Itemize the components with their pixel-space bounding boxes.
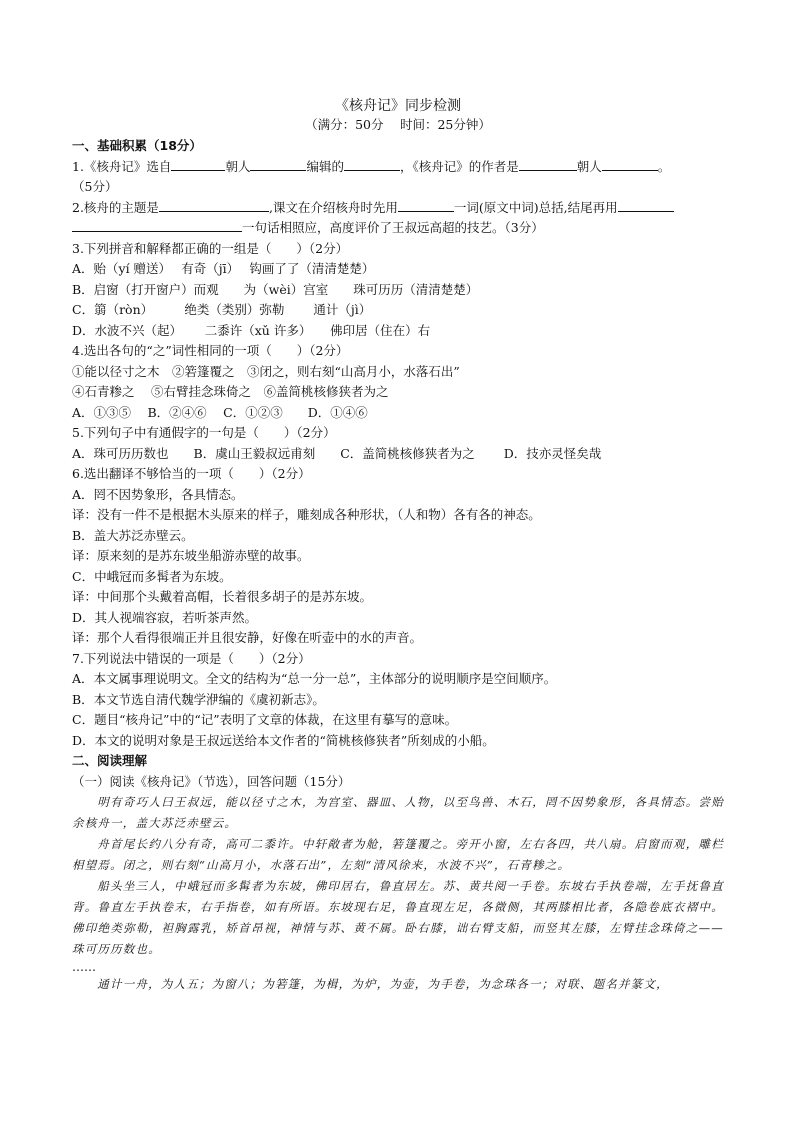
question-stem: 7.下列说法中错误的一项是（ ）（2分） xyxy=(72,650,311,666)
reading-part-1-heading: （一）阅读《核舟记》（节选），回答问题（15分） xyxy=(72,773,351,789)
answer-blank[interactable] xyxy=(171,158,225,171)
option-c: C．题目“核舟记”中的“记”表明了文章的体裁，在这里有摹写的意味。 xyxy=(72,712,458,727)
passage-paragraph: 通计一舟，为人五；为窗八；为箬篷，为楫，为炉，为壶，为手卷，为念珠各一；对联、题名并篆文， xyxy=(97,977,669,991)
option-a: A．贻（yí 赠送） 有奇（jī） 钩画了了（清清楚楚） xyxy=(72,261,375,276)
question-5 xyxy=(72,423,724,464)
answer-blank[interactable] xyxy=(519,158,577,171)
question-4 xyxy=(72,341,724,423)
question-stem: 4.选出各句的“之”词性相同的一项（ ）（2分） xyxy=(72,343,349,358)
option-a: A．本文属事理说明文。全文的结构为“总一分一总”，主体部分的说明顺序是空间顺序。 xyxy=(72,671,557,686)
answer-blank[interactable] xyxy=(72,219,242,232)
question-6 xyxy=(72,464,724,649)
translation-c: 译：中间那个头戴着高帽，长着很多胡子的是苏东坡。 xyxy=(72,589,373,604)
option-a: A．罔不因势象形，各具情态。 xyxy=(72,486,244,502)
answer-blank[interactable] xyxy=(159,199,269,212)
score-time-info: （满分：50分 时间：25分钟） xyxy=(305,117,491,132)
ellipsis: …… xyxy=(72,960,96,974)
option-row: A．珠可历历数也 B．虞山王毅叔远甫刻 C．盖简桃核修狭者为之 D．技亦灵怪矣哉 xyxy=(72,445,602,461)
passage-paragraph: 船头坐三人，中峨冠而多髯者为东坡，佛印居右，鲁直居左。苏、黄共阅一手卷。东坡右手执卷端，左手抚鲁直背。鲁直左手执卷末，右手指卷，如有所语。东坡现右足，鲁直现左足，各微侧，其两膝相比者，各隐卷底衣褶中。佛印绝类弥勒，袒胸露乳，矫首昂视，神情与苏、黄不属。卧右膝，诎右臂支船，而竖其左膝，左臂挂念珠倚之——珠可历历数也。 xyxy=(72,879,724,956)
question-stem: 6.选出翻译不够恰当的一项（ ）（2分） xyxy=(72,466,311,481)
section-heading-basics: 一、基础积累（18分） xyxy=(72,138,202,153)
passage-paragraph: 舟首尾长约八分有奇，高可二黍许。中轩敞者为舱，箬篷覆之。旁开小窗，左右各四，共八扇。启窗而观，雕栏相望焉。闭之，则右刻“山高月小，水落石出”，左刻“清风徐来，水波不兴”，石青糁之。 xyxy=(72,837,724,872)
translation-b: 译：原来刻的是苏东坡坐船游赤壁的故事。 xyxy=(72,548,310,563)
answer-blank[interactable] xyxy=(398,199,454,212)
document-page xyxy=(72,96,724,995)
option-b: B．启窗（打开窗户）而观 为（wèi）宫室 珠可历历（清清楚楚） xyxy=(72,281,479,297)
reading-passage xyxy=(72,792,724,995)
answer-blank[interactable] xyxy=(602,158,658,171)
answer-blank[interactable] xyxy=(618,199,674,212)
option-c: C．篛（ròn） 绝类（类别）弥勒 通计（jì） xyxy=(72,302,372,317)
option-d: D．其人视端容寂，若听茶声然。 xyxy=(72,609,258,625)
translation-d: 译：那个人看得很端正并且很安静，好像在听壶中的水的声音。 xyxy=(72,630,423,645)
question-1: 1.《核舟记》选自 朝人 编辑的 ，《核舟记》的作者是 朝人 。 xyxy=(72,158,671,174)
question-1-score: （5分） xyxy=(72,179,118,194)
answer-blank[interactable] xyxy=(250,158,306,171)
sentence-list: ①能以径寸之木 ②箬篷覆之 ③闭之，则右刻“山高月小，水落石出” xyxy=(72,363,460,379)
option-b: B．盖大苏泛赤壁云。 xyxy=(72,527,194,543)
document-title: 《核舟记》同步检测 xyxy=(335,98,461,114)
question-stem: 5.下列句子中有通假字的一句是（ ）（2分） xyxy=(72,425,336,440)
question-7 xyxy=(72,649,724,752)
question-2-cont: 一句话相照应，高度评价了王叔远高超的技艺。（3分） xyxy=(72,218,724,239)
option-b: B．本文节选自清代魏学洢编的《虞初新志》。 xyxy=(72,691,325,707)
question-2: 2.核舟的主题是 ,课文在介绍核舟时先用 一词(原文中词)总括,结尾再用 xyxy=(72,198,724,219)
option-d: D．水波不兴（起） 二黍许（xǔ 许多） 佛印居（住在）右 xyxy=(72,322,431,338)
question-stem: 3.下列拼音和解释都正确的一组是（ ）（2分） xyxy=(72,240,349,256)
sentence-list: ④石青糁之 ⑤右臂挂念珠倚之 ⑥盖简桃核修狭者为之 xyxy=(72,384,389,399)
translation-a: 译：没有一件不是根据木头原来的样子，雕刻成各种形状，（人和物）各有各的神态。 xyxy=(72,507,541,522)
section-heading-reading: 二、阅读理解 xyxy=(72,753,148,768)
answer-blank[interactable] xyxy=(344,158,400,171)
option-row: A．①③⑤ B．②④⑥ C．①②③ D．①④⑥ xyxy=(72,404,368,420)
option-d: D．本文的说明对象是王叔远送给本文作者的“简桃核修狭者”所刻成的小船。 xyxy=(72,732,495,748)
question-3 xyxy=(72,239,724,342)
passage-paragraph: 明有奇巧人曰王叔远，能以径寸之木，为宫室、器皿、人物，以至鸟兽、木石，罔不因势象形，各具情态。尝贻余核舟一，盖大苏泛赤壁云。 xyxy=(72,795,724,830)
option-c: C．中峨冠而多髯者为东坡。 xyxy=(72,568,232,584)
